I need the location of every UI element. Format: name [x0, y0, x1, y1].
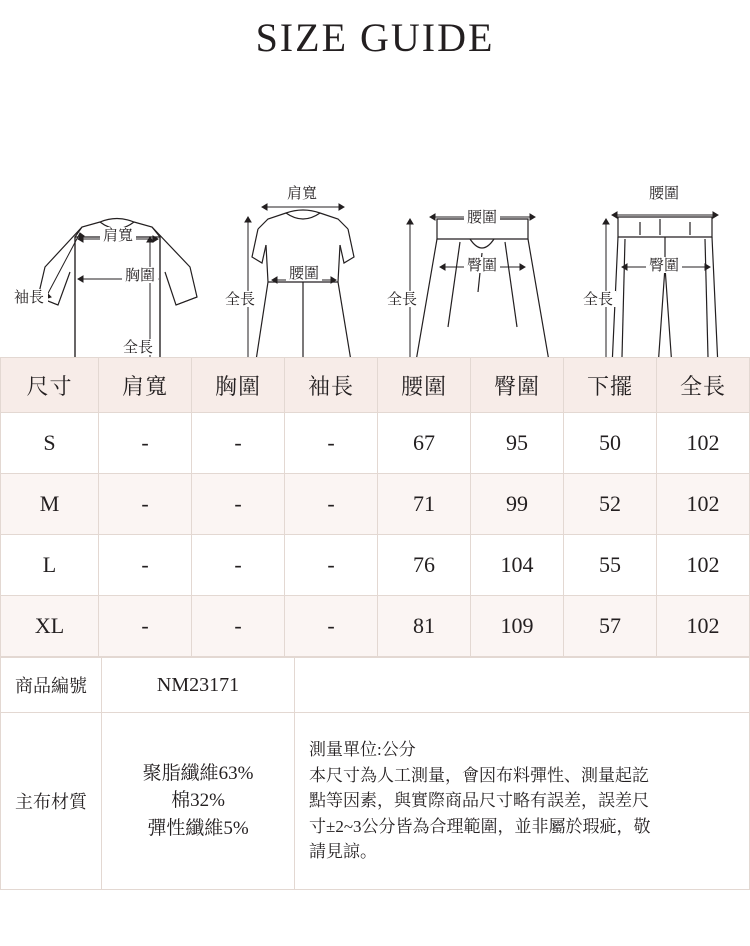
cell-waist: 71	[378, 474, 471, 535]
table-row	[1, 474, 750, 535]
cell-chest: -	[192, 596, 285, 657]
label-dress-length: 全長	[224, 292, 256, 308]
garment-diagrams	[0, 67, 750, 357]
cell-hip: 99	[471, 474, 564, 535]
header-chest: 胸圍	[192, 358, 285, 413]
table-header-row	[1, 358, 750, 413]
cell-length: 102	[657, 535, 750, 596]
product-info-table	[0, 657, 750, 890]
material-line: 彈性纖維5%	[147, 817, 249, 839]
label-top-chest: 胸圍	[124, 268, 156, 284]
label-skirt-length: 全長	[386, 292, 418, 308]
cell-length: 102	[657, 413, 750, 474]
label-dress-shoulder: 肩寬	[286, 186, 318, 202]
header-length: 全長	[657, 358, 750, 413]
label-dress-waist: 腰圍	[288, 266, 320, 282]
product-code-row	[1, 658, 750, 713]
cell-chest: -	[192, 413, 285, 474]
diagram-skirt	[415, 219, 550, 357]
cell-size: XL	[1, 596, 99, 657]
cell-sleeve: -	[285, 596, 378, 657]
table-row	[1, 596, 750, 657]
diagram-pants	[612, 217, 718, 357]
cell-hip: 109	[471, 596, 564, 657]
measurement-note	[295, 713, 750, 890]
cell-sleeve: -	[285, 474, 378, 535]
header-sleeve: 袖長	[285, 358, 378, 413]
cell-hem: 50	[564, 413, 657, 474]
label-skirt-waist: 腰圍	[466, 210, 498, 226]
label-top-sleeve: 袖長	[13, 290, 45, 306]
cell-waist: 67	[378, 413, 471, 474]
note-line: 請見諒。	[309, 842, 377, 862]
label-pants-hip: 臀圍	[648, 258, 680, 274]
header-hem: 下擺	[564, 358, 657, 413]
page-title: SIZE GUIDE	[255, 15, 495, 60]
label-skirt-hip: 臀圍	[466, 258, 498, 274]
diagram-dress	[252, 210, 354, 357]
cell-hem: 52	[564, 474, 657, 535]
header-hip: 臀圍	[471, 358, 564, 413]
note-line: 本尺寸為人工測量，會因布料彈性、測量起訖	[309, 765, 649, 785]
note-line: 測量單位:公分	[309, 740, 416, 760]
header-size: 尺寸	[1, 358, 99, 413]
cell-hem: 57	[564, 596, 657, 657]
product-code-value: NM23171	[102, 658, 295, 713]
product-code-label: 商品編號	[1, 658, 102, 713]
header-waist: 腰圍	[378, 358, 471, 413]
material-value	[102, 713, 295, 890]
cell-hip: 104	[471, 535, 564, 596]
note-line: 點等因素，與實際商品尺寸略有誤差，誤差尺	[309, 791, 649, 811]
label-pants-waist: 腰圍	[648, 186, 680, 202]
header-shoulder: 肩寬	[99, 358, 192, 413]
cell-shoulder: -	[99, 596, 192, 657]
label-top-shoulder: 肩寬	[102, 228, 134, 244]
material-line: 聚脂纖維63%	[142, 762, 254, 784]
size-table	[0, 357, 750, 657]
material-label: 主布材質	[1, 713, 102, 890]
cell-size: S	[1, 413, 99, 474]
cell-hip: 95	[471, 413, 564, 474]
cell-shoulder: -	[99, 474, 192, 535]
cell-size: M	[1, 474, 99, 535]
cell-size: L	[1, 535, 99, 596]
note-line: 寸±2~3公分皆為合理範圍，並非屬於瑕疵，敬	[309, 816, 651, 836]
cell-waist: 76	[378, 535, 471, 596]
material-line: 棉32%	[171, 790, 225, 812]
label-pants-length: 全長	[582, 292, 614, 308]
cell-sleeve: -	[285, 413, 378, 474]
code-row-spacer	[295, 658, 750, 713]
material-row	[1, 713, 750, 890]
cell-chest: -	[192, 535, 285, 596]
cell-chest: -	[192, 474, 285, 535]
cell-waist: 81	[378, 596, 471, 657]
cell-hem: 55	[564, 535, 657, 596]
table-row	[1, 413, 750, 474]
cell-length: 102	[657, 474, 750, 535]
label-top-length: 全長	[122, 340, 154, 356]
cell-shoulder: -	[99, 535, 192, 596]
table-row	[1, 535, 750, 596]
cell-shoulder: -	[99, 413, 192, 474]
cell-length: 102	[657, 596, 750, 657]
cell-sleeve: -	[285, 535, 378, 596]
